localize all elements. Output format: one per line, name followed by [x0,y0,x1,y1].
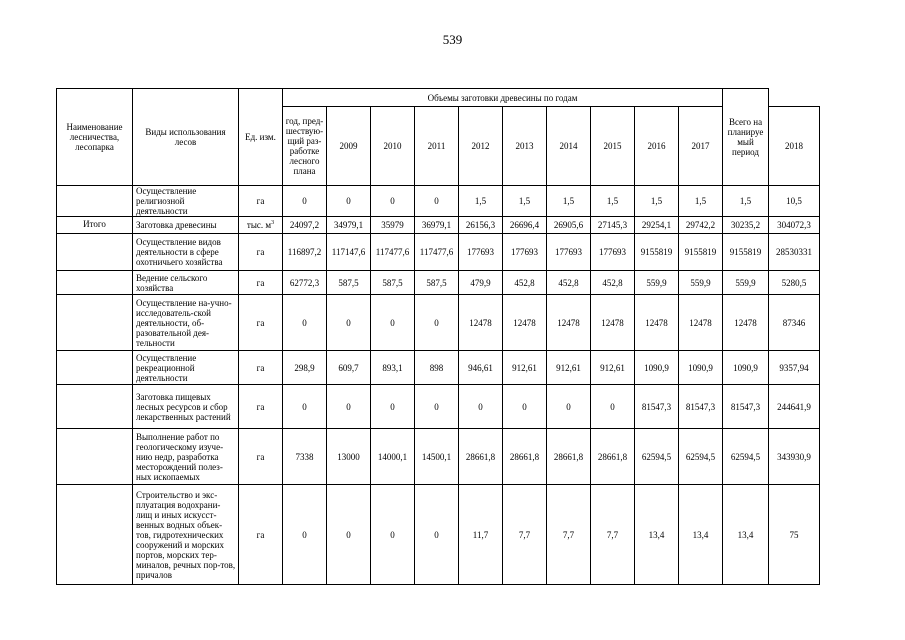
cell-kind: Осуществление религиозной деятельности [133,186,239,217]
cell-unit-text: га [256,451,265,462]
cell-value: 177693 [459,234,503,271]
cell-value: 893,1 [371,351,415,385]
table-row [57,271,820,295]
cell-value: 0 [327,485,371,585]
cell-value: 1090,9 [679,351,723,385]
cell-value: 14500,1 [415,429,459,485]
cell-value: 9155819 [635,234,679,271]
cell-unit-text: тыс. м [246,220,272,230]
cell-value: 81547,3 [723,385,769,429]
cell-value: 13,4 [723,485,769,585]
cell-unit-text: га [256,196,265,206]
cell-value: 9155819 [723,234,769,271]
cell-value: 0 [283,295,327,351]
cell-value: 912,61 [547,351,591,385]
cell-value: 0 [415,385,459,429]
cell-forestry [57,351,133,385]
cell-value: 29254,1 [635,217,679,234]
cell-forestry: Итого [57,217,133,234]
cell-unit-text: га [256,317,265,328]
cell-kind: Заготовка древесины [133,217,239,234]
cell-value: 14000,1 [371,429,415,485]
table-row [57,295,820,351]
header-year-2018: 2018 [769,107,820,186]
cell-value: 12478 [679,295,723,351]
cell-value: 587,5 [327,271,371,295]
header-total: Всего на планируе мый период [723,89,769,186]
cell-unit-superscript: 3 [271,220,275,226]
table-header [57,89,820,186]
cell-value: 559,9 [635,271,679,295]
cell-value: 1090,9 [723,351,769,385]
cell-value: 81547,3 [679,385,723,429]
cell-value: 1,5 [679,186,723,217]
cell-total: 343930,9 [769,429,820,485]
table-row [57,485,820,585]
cell-value: 116897,2 [283,234,327,271]
cell-value: 30235,2 [723,217,769,234]
table-row [57,234,820,271]
cell-total: 5280,5 [769,271,820,295]
cell-value: 0 [415,485,459,585]
cell-forestry [57,271,133,295]
cell-value: 298,9 [283,351,327,385]
cell-value: 0 [371,295,415,351]
page-number: 539 [442,32,463,47]
cell-value: 559,9 [723,271,769,295]
table-row [57,186,820,217]
header-year-2010: 2010 [371,107,415,186]
cell-value: 117147,6 [327,234,371,271]
cell-unit-text: га [256,277,265,288]
cell-value: 0 [415,295,459,351]
cell-value: 1,5 [723,186,769,217]
cell-value: 24097,2 [283,217,327,234]
cell-value: 81547,3 [635,385,679,429]
cell-kind: Осуществление рекреационной деятельности [133,351,239,385]
cell-unit [239,485,283,585]
cell-unit-text: га [256,401,265,412]
cell-value: 609,7 [327,351,371,385]
cell-forestry [57,485,133,585]
table-row [57,429,820,485]
cell-unit-text: га [256,362,265,373]
cell-unit [239,271,283,295]
cell-value: 0 [371,186,415,217]
cell-value: 28661,8 [591,429,635,485]
cell-unit [239,186,283,217]
cell-total: 304072,3 [769,217,820,234]
cell-value: 9155819 [679,234,723,271]
header-year-2011: 2011 [415,107,459,186]
cell-value: 0 [547,385,591,429]
cell-unit [239,234,283,271]
cell-value: 177693 [503,234,547,271]
cell-value: 0 [327,385,371,429]
header-kind: Виды использования лесов [133,89,239,186]
cell-value: 0 [283,385,327,429]
cell-value: 13,4 [635,485,679,585]
cell-value: 7,7 [503,485,547,585]
table-body [57,186,820,585]
cell-value: 0 [591,385,635,429]
cell-value: 946,61 [459,351,503,385]
cell-kind: Осуществление видов деятельности в сфере охотничьего хозяйства [133,234,239,271]
cell-value: 29742,2 [679,217,723,234]
cell-forestry [57,295,133,351]
cell-value: 452,8 [503,271,547,295]
cell-unit-text: га [256,529,265,540]
cell-total: 87346 [769,295,820,351]
cell-value: 587,5 [371,271,415,295]
table-row [57,217,820,234]
cell-value: 0 [503,385,547,429]
cell-value: 452,8 [591,271,635,295]
cell-total: 10,5 [769,186,820,217]
cell-value: 1090,9 [635,351,679,385]
cell-value: 26156,3 [459,217,503,234]
cell-value: 177693 [547,234,591,271]
cell-value: 34979,1 [327,217,371,234]
cell-total: 28530331 [769,234,820,271]
cell-value: 0 [415,186,459,217]
cell-kind: Строительство и экс-плуатация водохрани-лищ и иных искусст-венных водных объек-тов, гидротехнических сооружений и морских портов, морских тер-миналов, речных пор-тов, причалов [133,485,239,585]
cell-value: 0 [371,385,415,429]
cell-unit [239,295,283,351]
cell-total: 9357,94 [769,351,820,385]
cell-total: 75 [769,485,820,585]
header-volumes-group: Объемы заготовки древесины по годам [283,89,723,107]
cell-value: 11,7 [459,485,503,585]
cell-value: 28661,8 [503,429,547,485]
cell-value: 0 [283,186,327,217]
cell-value: 36979,1 [415,217,459,234]
cell-value: 12478 [459,295,503,351]
cell-value: 1,5 [503,186,547,217]
cell-value: 7,7 [547,485,591,585]
harvest-volumes-table [56,88,820,585]
cell-value: 62594,5 [679,429,723,485]
cell-value: 13,4 [679,485,723,585]
cell-kind: Выполнение работ по геологическому изуче-нию недр, разработка месторождений полез-ных ископаемых [133,429,239,485]
header-forestry: Наименование лесничества, лесопарка [57,89,133,186]
cell-value: 7338 [283,429,327,485]
header-year-2009: 2009 [327,107,371,186]
cell-value: 27145,3 [591,217,635,234]
cell-value: 177693 [591,234,635,271]
cell-value: 13000 [327,429,371,485]
cell-forestry [57,429,133,485]
cell-value: 35979 [371,217,415,234]
header-unit: Ед. изм. [239,89,283,186]
header-prev-year: год, пред-шествую-щий раз-работке лесного плана [283,107,327,186]
cell-value: 559,9 [679,271,723,295]
cell-unit [239,385,283,429]
cell-value: 0 [327,186,371,217]
cell-forestry [57,234,133,271]
cell-forestry [57,186,133,217]
cell-value: 117477,6 [371,234,415,271]
cell-value: 1,5 [635,186,679,217]
header-year-2013: 2013 [503,107,547,186]
cell-unit [239,351,283,385]
cell-value: 117477,6 [415,234,459,271]
cell-value: 0 [283,485,327,585]
cell-kind: Заготовка пищевых лесных ресурсов и сбор лекарственных растений [133,385,239,429]
cell-value: 1,5 [459,186,503,217]
cell-value: 26905,6 [547,217,591,234]
cell-value: 62772,3 [283,271,327,295]
cell-value: 912,61 [503,351,547,385]
cell-value: 12478 [723,295,769,351]
cell-value: 62594,5 [635,429,679,485]
cell-value: 12478 [547,295,591,351]
table-row [57,385,820,429]
cell-value: 62594,5 [723,429,769,485]
cell-value: 7,7 [591,485,635,585]
cell-kind: Осуществление на-учно-исследователь-ской деятельности, об-разовательной дея-тельности [133,295,239,351]
cell-forestry [57,385,133,429]
cell-value: 28661,8 [459,429,503,485]
cell-value: 912,61 [591,351,635,385]
cell-value: 0 [327,295,371,351]
cell-total: 244641,9 [769,385,820,429]
cell-unit [239,217,283,234]
cell-value: 26696,4 [503,217,547,234]
header-year-2012: 2012 [459,107,503,186]
cell-unit [239,429,283,485]
cell-value: 479,9 [459,271,503,295]
cell-unit-text: га [256,247,265,257]
header-year-2014: 2014 [547,107,591,186]
header-year-2015: 2015 [591,107,635,186]
cell-value: 0 [459,385,503,429]
cell-value: 12478 [591,295,635,351]
cell-value: 28661,8 [547,429,591,485]
cell-value: 12478 [503,295,547,351]
cell-kind: Ведение сельского хозяйства [133,271,239,295]
cell-value: 898 [415,351,459,385]
cell-value: 452,8 [547,271,591,295]
cell-value: 1,5 [591,186,635,217]
header-year-2016: 2016 [635,107,679,186]
cell-value: 0 [371,485,415,585]
cell-value: 587,5 [415,271,459,295]
cell-value: 12478 [635,295,679,351]
table-row [57,351,820,385]
header-year-2017: 2017 [679,107,723,186]
cell-value: 1,5 [547,186,591,217]
